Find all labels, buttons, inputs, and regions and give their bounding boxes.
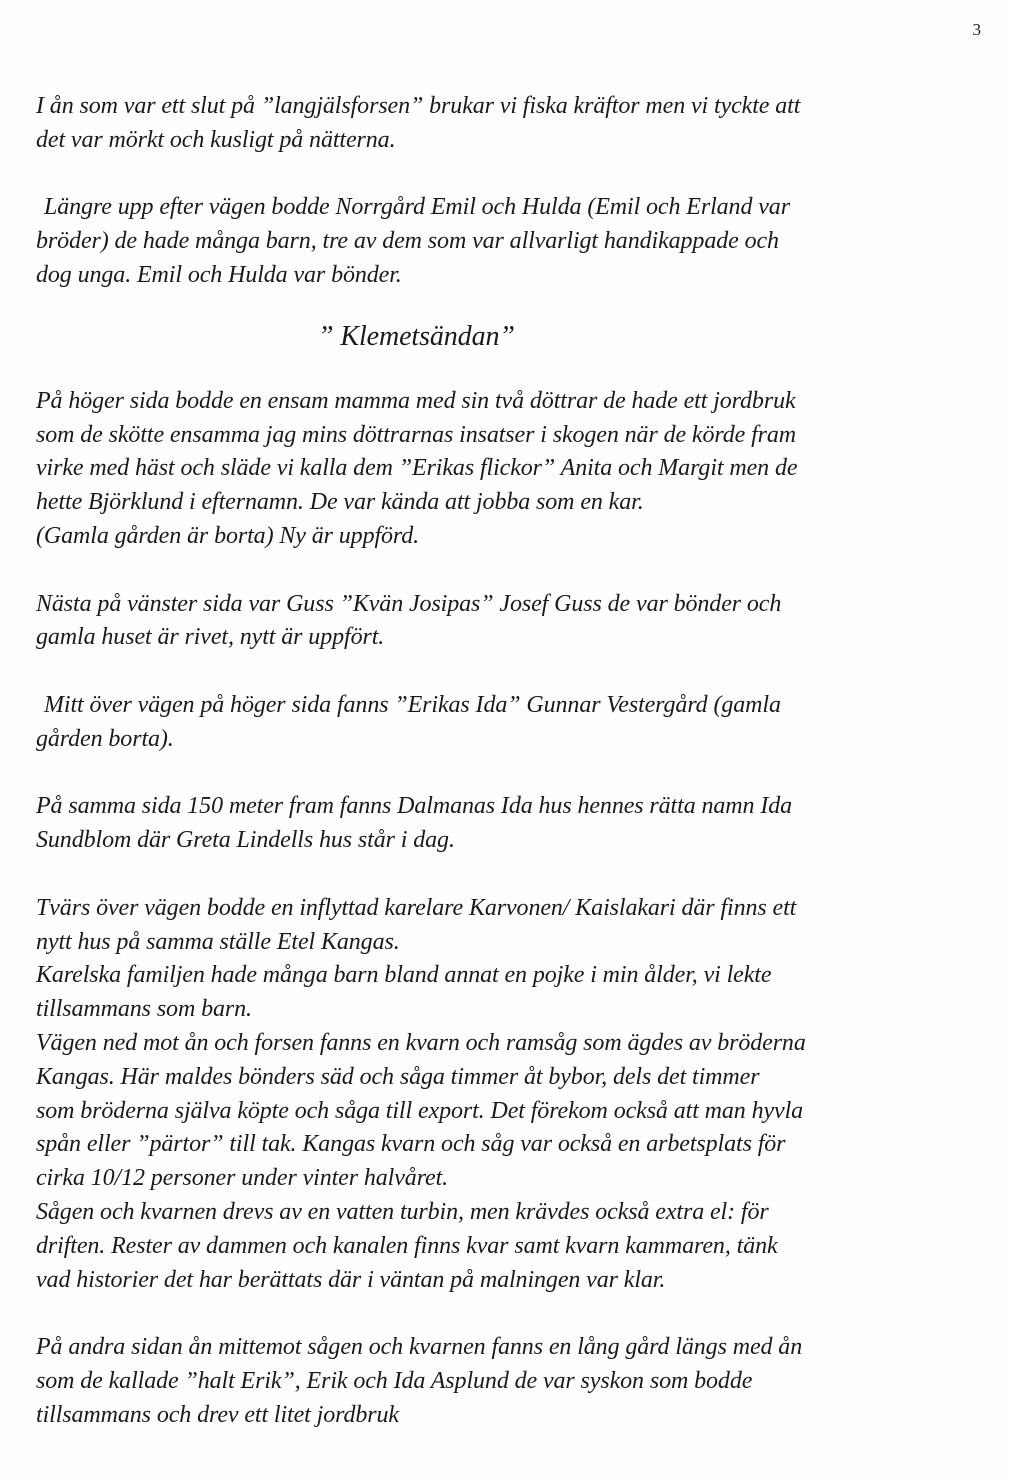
text-line: som bröderna själva köpte och såga till export. Det förekom också att man hyvla xyxy=(36,1097,804,1124)
text-line: Kangas. Här maldes bönders säd och såga timmer åt bybor, dels det timmer xyxy=(36,1063,760,1090)
text-line: som de skötte ensamma jag mins döttrarnas insatser i skogen när de körde fram xyxy=(36,421,797,448)
text-line: gamla huset är rivet, nytt är uppfört. xyxy=(36,624,385,651)
paragraph xyxy=(36,689,986,757)
text-line: hette Björklund i efternamn. De var kända att jobba som en kar. xyxy=(36,489,644,516)
text-line: Nästa på vänster sida var Guss ”Kvän Josipas” Josef Guss de var bönder och xyxy=(36,590,782,617)
text-line: gården borta). xyxy=(36,725,174,752)
text-line: I ån som var ett slut på ”langjälsforsen” brukar vi fiska kräftor men vi tyckte att xyxy=(36,93,801,119)
text-line: nytt hus på samma ställe Etel Kangas. xyxy=(36,928,400,955)
paragraph xyxy=(36,191,986,292)
text-line: Vägen ned mot ån och forsen fanns en kvarn och ramsåg som ägdes av bröderna xyxy=(36,1029,806,1056)
text-line: virke med häst och släde vi kalla dem ”Erikas flickor” Anita och Margit men de xyxy=(36,455,798,482)
paragraph xyxy=(36,790,986,858)
text-line: spån eller ”pärtor” till tak. Kangas kvarn och såg var också en arbetsplats för xyxy=(36,1131,786,1158)
text-line: vad historier det har berättats där i väntan på malningen var klar. xyxy=(36,1266,666,1293)
paragraph xyxy=(36,892,986,1298)
text-line: Sundblom där Greta Lindells hus står i dag. xyxy=(36,827,455,854)
text-line: det var mörkt och kusligt på nätterna. xyxy=(36,126,396,153)
text-line: cirka 10/12 personer under vinter halvåret. xyxy=(36,1165,449,1192)
text-line: På höger sida bodde en ensam mamma med sin två döttrar de hade ett jordbruk xyxy=(36,387,796,414)
text-line: På andra sidan ån mittemot sågen och kvarnen fanns en lång gård längs med ån xyxy=(36,1334,803,1361)
text-line: driften. Rester av dammen och kanalen finns kvar samt kvarn kammaren, tänk xyxy=(36,1232,778,1259)
text-line: Tvärs över vägen bodde en inflyttad karelare Karvonen/ Kaislakari där finns ett xyxy=(36,894,797,921)
text-line: tillsammans som barn. xyxy=(36,996,252,1023)
text-line: bröder) de hade många barn, tre av dem som var allvarligt handikappade och xyxy=(36,228,779,255)
paragraph xyxy=(36,90,986,158)
text-line: tillsammans och drev ett litet jordbruk xyxy=(36,1401,399,1428)
page-number: 3 xyxy=(972,20,981,39)
text-line: Mitt över vägen på höger sida fanns ”Erikas Ida” Gunnar Vestergård (gamla xyxy=(44,691,781,718)
text-line: På samma sida 150 meter fram fanns Dalmanas Ida hus hennes rätta namn Ida xyxy=(36,793,793,820)
paragraph xyxy=(36,1331,986,1432)
text-line: (Gamla gården är borta) Ny är uppförd. xyxy=(36,522,420,549)
paragraph xyxy=(36,385,986,554)
section-heading: ” Klemetsändan” xyxy=(318,320,515,352)
paragraph xyxy=(36,588,986,656)
text-line: Karelska familjen hade många barn bland annat en pojke i min ålder, vi lekte xyxy=(36,962,772,989)
text-line: Sågen och kvarnen drevs av en vatten turbin, men krävdes också extra el: för xyxy=(36,1198,769,1225)
text-line: som de kallade ”halt Erik”, Erik och Ida Asplund de var syskon som bodde xyxy=(36,1367,753,1394)
text-line: dog unga. Emil och Hulda var bönder. xyxy=(36,261,402,288)
document-body xyxy=(36,90,986,1432)
text-line: Längre upp efter vägen bodde Norrgård Emil och Hulda (Emil och Erland var xyxy=(44,194,790,221)
